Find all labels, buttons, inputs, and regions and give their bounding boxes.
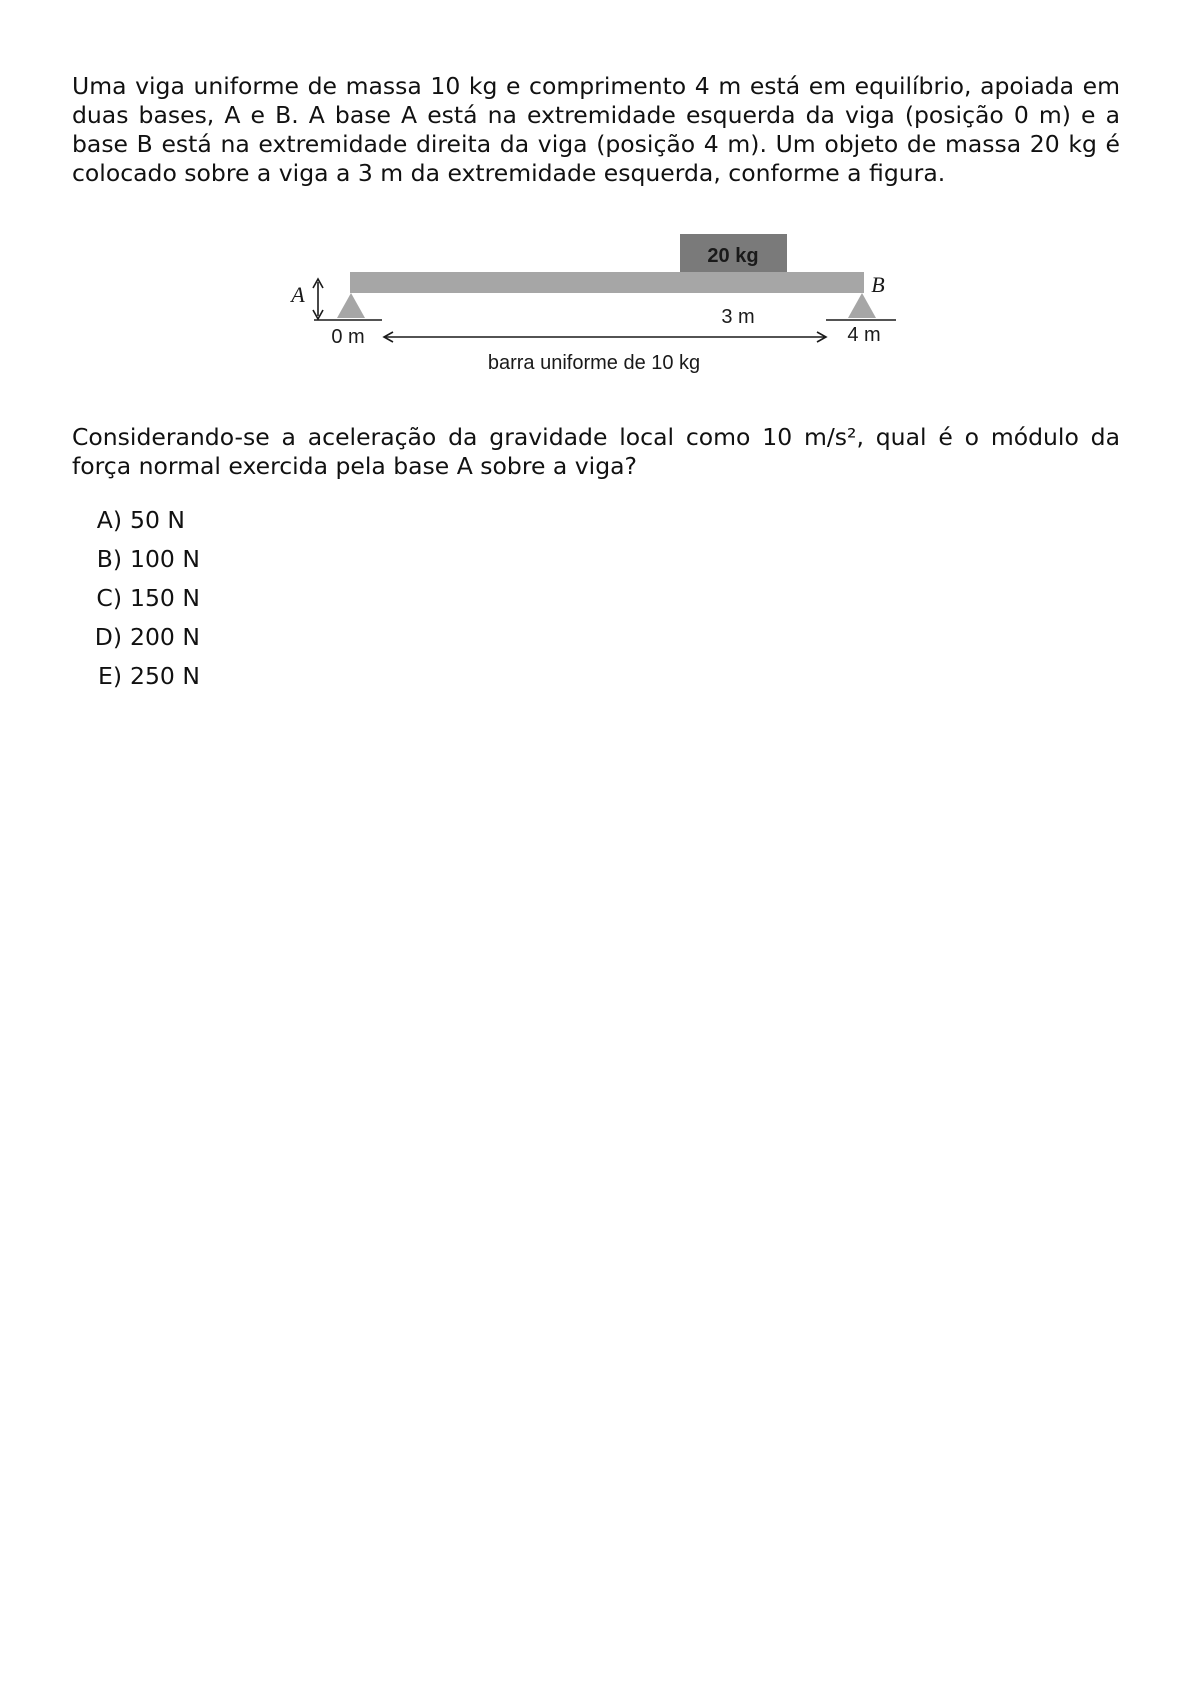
beam-figure xyxy=(0,0,1190,420)
option-d[interactable] xyxy=(72,622,200,661)
position-4-label: 4 m xyxy=(847,324,881,346)
distance-label: 3 m xyxy=(721,306,755,328)
option-letter: A) xyxy=(96,506,122,534)
block-label: 20 kg xyxy=(707,245,759,267)
option-text: 100 N xyxy=(130,545,200,573)
option-text: 50 N xyxy=(130,506,185,534)
beam-caption: barra uniforme de 10 kg xyxy=(487,352,701,374)
option-text: 250 N xyxy=(130,662,200,690)
option-letter: B) xyxy=(96,545,122,573)
position-0-label: 0 m xyxy=(331,326,365,348)
option-a[interactable] xyxy=(72,505,200,544)
support-b-label: B xyxy=(871,272,885,297)
answer-options xyxy=(72,505,200,700)
option-text: 150 N xyxy=(130,584,200,612)
problem-intro: Uma viga uniforme de massa 10 kg e comprimento 4 m está em equilíbrio, apoiada em duas bases, A e B. A base A está na extremidade esquerda da viga (posição 0 m) e a base B está na extremidade direita da viga (posição 4 m). Um objeto de massa 20 kg é colocado sobre a viga a 3 m da extremidade esquerda, conforme a figura. xyxy=(72,72,1120,187)
option-c[interactable] xyxy=(72,583,200,622)
option-b[interactable] xyxy=(72,544,200,583)
support-a-label: A xyxy=(291,282,305,307)
option-letter: C) xyxy=(96,584,122,612)
problem-question: Considerando-se a aceleração da gravidade local como 10 m/s², qual é o módulo da força normal exercida pela base A sobre a viga? xyxy=(72,423,1120,480)
option-letter: E) xyxy=(97,662,122,690)
option-letter: D) xyxy=(94,623,122,651)
beam xyxy=(350,272,864,293)
option-e[interactable] xyxy=(72,661,200,700)
support-a-triangle xyxy=(337,293,365,318)
option-text: 200 N xyxy=(130,623,200,651)
